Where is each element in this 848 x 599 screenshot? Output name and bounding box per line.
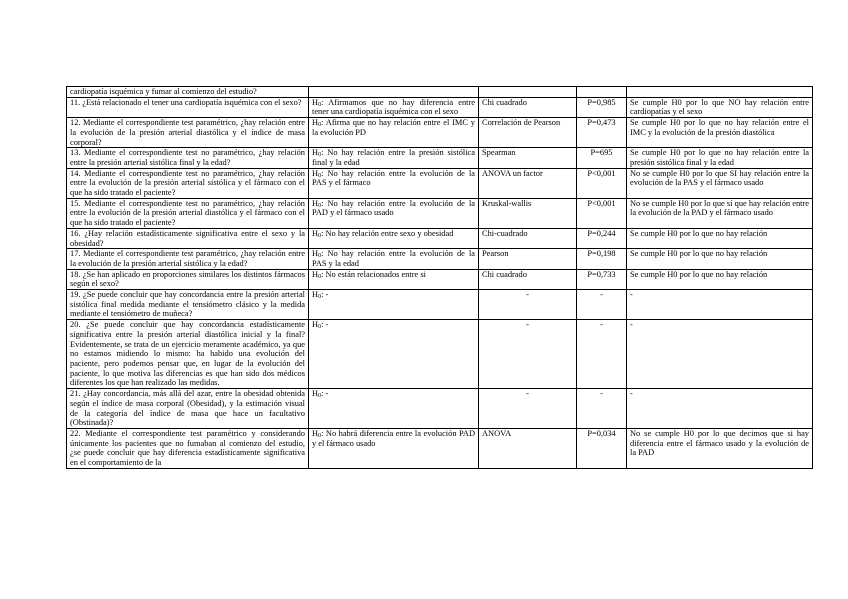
pvalue-cell: P=0,985 — [577, 97, 627, 117]
hypothesis-cell — [309, 228, 479, 248]
hypothesis-subscript: 0 — [318, 202, 322, 209]
hypothesis-text: : Afirmamos que no hay diferencia entre tener una cardiopatía isquémica con el sexo — [312, 97, 475, 117]
conclusion-cell: No se cumple H0 por lo que sí que hay relación entre la evolución de la PAD y el fármaco usado — [627, 198, 813, 228]
hypothesis-cell — [309, 290, 479, 320]
test-cell: Correlación de Pearson — [479, 118, 577, 148]
table-row — [67, 290, 813, 320]
hypothesis-symbol: H — [312, 228, 319, 238]
test-cell: - — [479, 290, 577, 320]
table-row — [67, 269, 813, 289]
conclusion-cell: - — [627, 389, 813, 429]
test-cell: Chi cuadrado — [479, 97, 577, 117]
pvalue-cell: P=0,473 — [577, 118, 627, 148]
hypothesis-subscript: 0 — [318, 232, 322, 239]
pvalue-cell — [577, 87, 627, 98]
question-cell: 12. Mediante el correspondiente test paramétrico, ¿hay relación entre la evolución de la presión arterial diastólica y el índice de masa corporal? — [67, 118, 309, 148]
test-cell: Chi-cuadrado — [479, 228, 577, 248]
hypothesis-subscript: 0 — [318, 324, 322, 331]
hypothesis-cell — [309, 168, 479, 198]
table-row — [67, 87, 813, 98]
test-cell: Pearson — [479, 249, 577, 269]
conclusion-cell: - — [627, 290, 813, 320]
pvalue-cell: P=0,198 — [577, 249, 627, 269]
question-cell: 19. ¿Se puede concluir que hay concordancia entre la presión arterial sistólica final medida mediante el tensiómetro clásico y la medida mediante el tensiómetro de muñeca? — [67, 290, 309, 320]
table-row — [67, 389, 813, 429]
question-cell: 20. ¿Se puede concluir que hay concordancia estadísticamente significativa entre la presión arterial diastólica inicial y la final? Evidentemente, se trata de un ejercicio meramente académico, ya que no estamos midiendo lo mismo: ha habido una evolución del paciente, pero podemos pensar que, en lugar de la evolución del paciente, lo que motiva las diferencias es que han sido dos médicos diferentes los que han realizado las medidas. — [67, 320, 309, 389]
conclusion-cell: Se cumple H0 por lo que no hay relación entre el IMC y la evolución de la presión diastólica — [627, 118, 813, 148]
table-row — [67, 198, 813, 228]
hypothesis-cell — [309, 389, 479, 429]
conclusion-cell: Se cumple H0 por lo que NO hay relación entre cardiopatías y el sexo — [627, 97, 813, 117]
table-row — [67, 118, 813, 148]
pvalue-cell: - — [577, 389, 627, 429]
hypothesis-symbol: H — [312, 118, 319, 128]
hypothesis-cell — [309, 118, 479, 148]
hypothesis-cell — [309, 428, 479, 468]
table-row — [67, 320, 813, 389]
hypothesis-symbol: H — [312, 97, 319, 107]
pvalue-cell: P<0,001 — [577, 168, 627, 198]
question-cell: 16. ¿Hay relación estadísticamente significativa entre el sexo y la obesidad? — [67, 228, 309, 248]
test-cell: Kruskal-wallis — [479, 198, 577, 228]
hypothesis-cell — [309, 249, 479, 269]
conclusion-cell: - — [627, 320, 813, 389]
hypothesis-text: : No hay relación entre la evolución de la PAS y la edad — [312, 249, 475, 268]
hypothesis-subscript: 0 — [318, 432, 322, 439]
pvalue-cell: P=0,244 — [577, 228, 627, 248]
table-row — [67, 148, 813, 168]
conclusion-cell: Se cumple H0 por lo que no hay relación — [627, 249, 813, 269]
hypothesis-subscript: 0 — [318, 253, 322, 260]
question-cell: 13. Mediante el correspondiente test no paramétrico, ¿hay relación entre la presión arterial sistólica final y la edad? — [67, 148, 309, 168]
hypothesis-text: : - — [321, 389, 329, 399]
pvalue-cell: - — [577, 290, 627, 320]
table-row — [67, 228, 813, 248]
hypothesis-cell — [309, 148, 479, 168]
hypothesis-symbol: H — [312, 389, 319, 399]
test-cell — [479, 87, 577, 98]
hypothesis-subscript: 0 — [318, 172, 322, 179]
question-cell: cardiopatía isquémica y fumar al comienzo del estudio? — [67, 87, 309, 98]
conclusion-cell: No se cumple H0 por lo que decimos que si hay diferencia entre el fármaco usado y la evolución de la PAD — [627, 428, 813, 468]
hypothesis-cell — [309, 269, 479, 289]
question-cell: 21. ¿Hay concordancia, más allá del azar, entre la obesidad obtenida según el índice de masa corporal (Obesidad), y la estimación visual de la categoría del índice de masa que hace un facultativo (Obstinada)? — [67, 389, 309, 429]
hypothesis-cell — [309, 97, 479, 117]
hypothesis-symbol: H — [312, 428, 319, 438]
hypothesis-symbol: H — [312, 249, 319, 259]
hypothesis-subscript: 0 — [318, 101, 322, 108]
hypothesis-symbol: H — [312, 148, 319, 158]
hypothesis-subscript: 0 — [318, 393, 322, 400]
question-cell: 14. Mediante el correspondiente test no paramétrico, ¿hay relación entre la evolución de la presión arterial sistólica y el fármaco con el que ha sido tratado el paciente? — [67, 168, 309, 198]
hypothesis-text: : - — [321, 320, 329, 330]
hypothesis-text: : Afirma que no hay relación entre el IMC y la evolución PD — [312, 118, 475, 137]
conclusion-cell: Se cumple H0 por lo que no hay relación entre la presión sistólica final y la edad — [627, 148, 813, 168]
conclusion-cell — [627, 87, 813, 98]
question-cell: 17. Mediante el correspondiente test paramétrico, ¿hay relación entre la evolución de la presión arterial sistólica y la edad? — [67, 249, 309, 269]
hypothesis-symbol: H — [312, 290, 319, 300]
hypothesis-cell — [309, 198, 479, 228]
hypothesis-text: : No habrá diferencia entre la evolución PAD y el fármaco usado — [312, 428, 475, 448]
results-table-body — [67, 87, 813, 469]
table-row — [67, 168, 813, 198]
test-cell: - — [479, 389, 577, 429]
table-row — [67, 428, 813, 468]
hypothesis-symbol: H — [312, 168, 319, 178]
test-cell: Spearman — [479, 148, 577, 168]
table-row — [67, 97, 813, 117]
pvalue-cell: P<0,001 — [577, 198, 627, 228]
question-cell: 11. ¿Está relacionado el tener una cardiopatía isquémica con el sexo? — [67, 97, 309, 117]
hypothesis-text: : No hay relación entre la evolución de la PAS y el fármaco — [312, 168, 475, 188]
hypothesis-symbol: H — [312, 198, 319, 208]
pvalue-cell: P=0,034 — [577, 428, 627, 468]
pvalue-cell: P=695 — [577, 148, 627, 168]
pvalue-cell: - — [577, 320, 627, 389]
hypothesis-subscript: 0 — [318, 122, 322, 129]
conclusion-cell: No se cumple H0 por lo que SI hay relación entre la evolución de la PAS y el fármaco usado — [627, 168, 813, 198]
hypothesis-cell — [309, 87, 479, 98]
hypothesis-text: : No hay relación entre la evolución de la PAD y el fármaco usado — [312, 198, 475, 218]
hypothesis-subscript: 0 — [318, 273, 322, 280]
hypothesis-text: : No están relacionados entre si — [321, 269, 426, 279]
hypothesis-subscript: 0 — [318, 152, 322, 159]
hypothesis-text: : No hay relación entre la presión sistólica final y la edad — [312, 148, 475, 167]
test-cell: - — [479, 320, 577, 389]
hypothesis-symbol: H — [312, 269, 319, 279]
results-table — [66, 86, 813, 469]
test-cell: ANOVA un factor — [479, 168, 577, 198]
conclusion-cell: Se cumple H0 por lo que no hay relación — [627, 228, 813, 248]
question-cell: 15. Mediante el correspondiente test no paramétrico, ¿hay relación entre la evolución de la presión arterial diastólica y el fármaco con el que ha sido tratado el paciente? — [67, 198, 309, 228]
question-cell: 22. Mediante el correspondiente test paramétrico y considerando únicamente los pacientes que no fumaban al comienzo del estudio, ¿se puede concluir que hay diferencia estadísticamente significativa en el comportamiento de la — [67, 428, 309, 468]
conclusion-cell: Se cumple H0 por lo que no hay relación — [627, 269, 813, 289]
table-row — [67, 249, 813, 269]
pvalue-cell: P=0,733 — [577, 269, 627, 289]
question-cell: 18. ¿Se han aplicado en proporciones similares los distintos fármacos según el sexo? — [67, 269, 309, 289]
hypothesis-symbol: H — [312, 320, 319, 330]
hypothesis-cell — [309, 320, 479, 389]
hypothesis-text: : No hay relación entre sexo y obesidad — [321, 228, 454, 238]
hypothesis-subscript: 0 — [318, 294, 322, 301]
test-cell: Chi cuadrado — [479, 269, 577, 289]
hypothesis-text: : - — [321, 290, 329, 300]
test-cell: ANOVA — [479, 428, 577, 468]
